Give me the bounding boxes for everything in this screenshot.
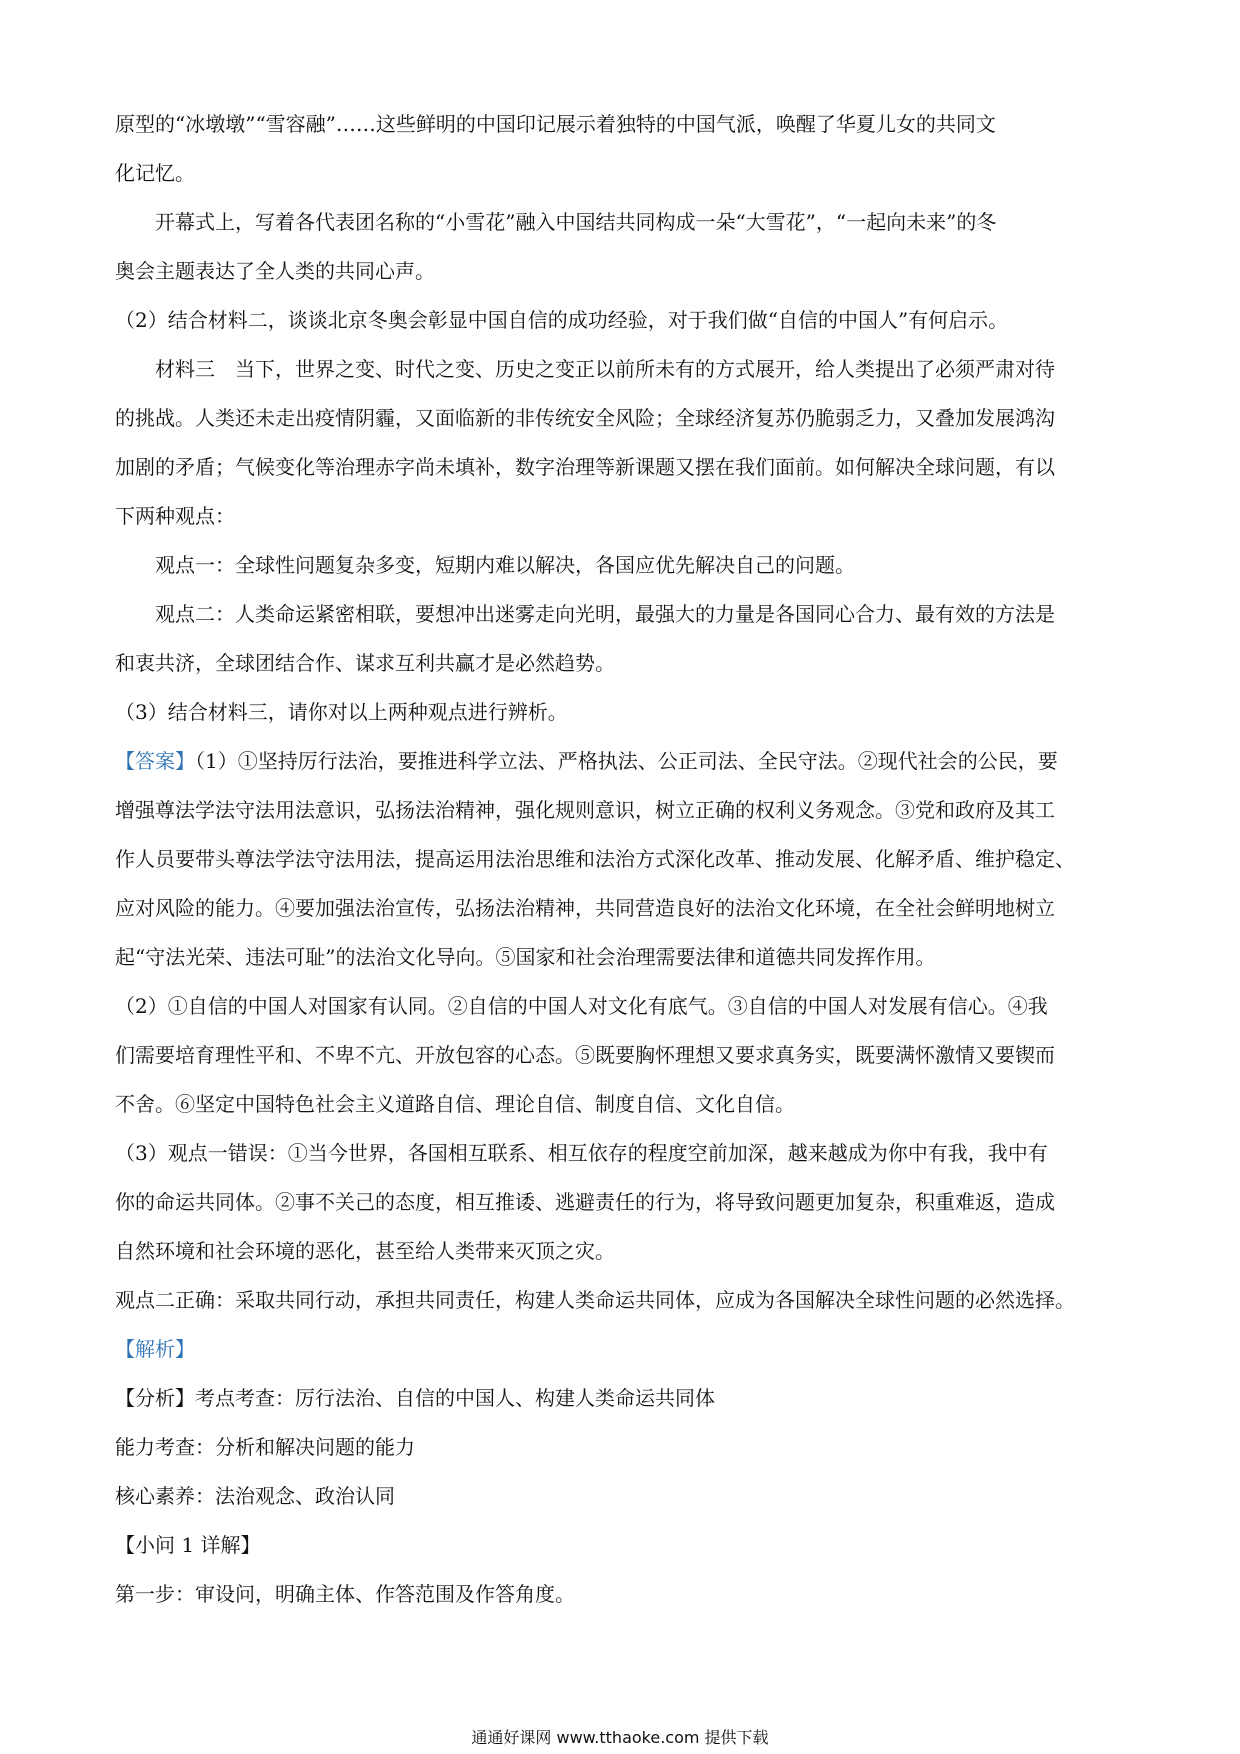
material3-line-1: 材料三 当下，世界之变、时代之变、历史之变正以前所未有的方式展开，给人类提出了必须严肃对待 (155, 357, 1055, 381)
answer-a2-line-1: （2）①自信的中国人对国家有认同。②自信的中国人对文化有底气。③自信的中国人对发展有信心。④我 (115, 994, 1048, 1018)
viewpoint-2-line-1: 观点二：人类命运紧密相联，要想冲出迷雾走向光明，最强大的力量是各国同心合力、最有效的方法是 (155, 602, 1055, 626)
viewpoint-2-line-2: 和衷共济，全球团结合作、谋求互利共赢才是必然趋势。 (115, 651, 615, 675)
answer-a3-line-1: （3）观点一错误：①当今世界，各国相互联系、相互依存的程度空前加深，越来越成为你中有我，我中有 (115, 1141, 1048, 1165)
answer-a3-line-3: 自然环境和社会环境的恶化，甚至给人类带来灭顶之灾。 (115, 1239, 615, 1263)
answer-a1-line-3: 作人员要带头尊法学法守法用法，提高运用法治思维和法治方式深化改革、推动发展、化解矛盾、维护稳定、 (115, 847, 1075, 871)
answer-a1-line-1 (115, 737, 1130, 786)
analysis-literacy: 核心素养：法治观念、政治认同 (115, 1484, 395, 1508)
answer-a1-line-4: 应对风险的能力。④要加强法治宣传，弘扬法治精神，共同营造良好的法治文化环境，在全社会鲜明地树立 (115, 896, 1055, 920)
material3-line-3: 加剧的矛盾；气候变化等治理赤字尚未填补，数字治理等新课题又摆在我们面前。如何解决全球问题，有以 (115, 455, 1055, 479)
viewpoint-1: 观点一：全球性问题复杂多变，短期内难以解决，各国应优先解决自己的问题。 (155, 553, 855, 577)
answer-a1-line-5: 起“守法光荣、违法可耻”的法治文化导向。⑤国家和社会治理需要法律和道德共同发挥作用。 (115, 945, 936, 969)
answer-a2-line-3: 不舍。⑥坚定中国特色社会主义道路自信、理论自信、制度自信、文化自信。 (115, 1092, 795, 1116)
material2-line-4: 奥会主题表达了全人类的共同心声。 (115, 259, 435, 283)
material3-line-4: 下两种观点： (115, 504, 235, 528)
question-2: （2）结合材料二，谈谈北京冬奥会彰显中国自信的成功经验，对于我们做“自信的中国人”有何启示。 (115, 308, 1009, 332)
material2-line-1: 原型的“冰墩墩”“雪容融”……这些鲜明的中国印记展示着独特的中国气派，唤醒了华夏儿女的共同文 (115, 112, 996, 136)
answer-tag: 【答案】 (115, 749, 195, 773)
material2-line-2: 化记忆。 (115, 161, 195, 185)
analysis-tag: 【解析】 (115, 1337, 195, 1361)
answer-a2-line-2: 们需要培育理性平和、不卑不亢、开放包容的心态。⑤既要胸怀理想又要求真务实，既要满怀激情又要锲而 (115, 1043, 1055, 1067)
page-footer: 通通好课网 www.tthaoke.com 提供下载 (471, 1728, 769, 1747)
analysis-sub1-title: 【小问 1 详解】 (115, 1533, 261, 1557)
answer-a1-line-2: 增强尊法学法守法用法意识，弘扬法治精神，强化规则意识，树立正确的权利义务观念。③党和政府及其工 (115, 798, 1055, 822)
document-body (115, 100, 1130, 1619)
analysis-fenxi: 【分析】考点考查：厉行法治、自信的中国人、构建人类命运共同体 (115, 1386, 715, 1410)
answer-a3-line-2: 你的命运共同体。②事不关己的态度，相互推诿、逃避责任的行为，将导致问题更加复杂，积重难返，造成 (115, 1190, 1055, 1214)
material3-line-2: 的挑战。人类还未走出疫情阴霾，又面临新的非传统安全风险；全球经济复苏仍脆弱乏力，又叠加发展鸿沟 (115, 406, 1055, 430)
question-3: （3）结合材料三，请你对以上两种观点进行辨析。 (115, 700, 568, 724)
analysis-step1: 第一步：审设问，明确主体、作答范围及作答角度。 (115, 1582, 575, 1606)
answer-a1-text: （1）①坚持厉行法治，要推进科学立法、严格执法、公正司法、全民守法。②现代社会的公民，要 (195, 749, 1058, 773)
analysis-ability: 能力考查：分析和解决问题的能力 (115, 1435, 415, 1459)
material2-line-3: 开幕式上，写着各代表团名称的“小雪花”融入中国结共同构成一朵“大雪花”，“一起向未来”的冬 (155, 210, 997, 234)
answer-a3-line-4: 观点二正确：采取共同行动，承担共同责任，构建人类命运共同体，应成为各国解决全球性问题的必然选择。 (115, 1288, 1075, 1312)
